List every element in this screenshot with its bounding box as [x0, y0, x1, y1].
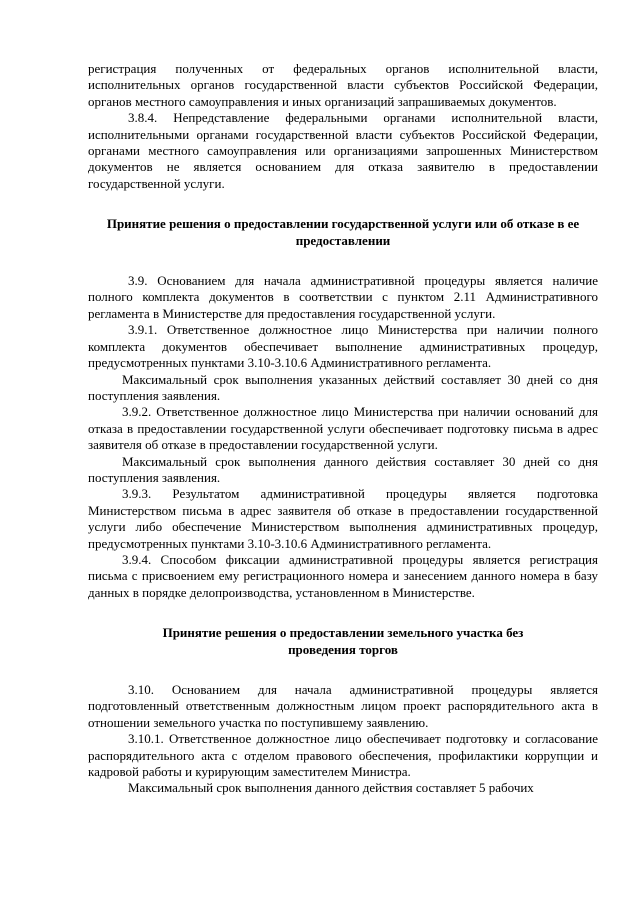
section-heading: Принятие решения о предоставлении государственной услуги или об отказе в ее предоставлении [106, 216, 580, 248]
paragraph: 3.10. Основанием для начала административной процедуры является подготовленный ответственным должностным лицом проект распорядительного акта в отношении земельного участка по поступившему заявлению. [88, 682, 598, 730]
paragraph: 3.8.4. Непредставление федеральными органами исполнительной власти, исполнительными органами государственной власти субъектов Российской Федерации, органами местного самоуправления или организациями запрошенных Министерством документов не является основанием для отказа заявителю в предоставлении государственной услуги. [88, 110, 598, 191]
paragraph: 3.9.3. Результатом административной процедуры является подготовка Министерством письма в адрес заявителя об отказе в предоставлении государственной услуги либо обеспечение Министерством выполнения административных процедур, предусмотренных пунктами 3.10-3.10.6 Административного регламента. [88, 486, 598, 551]
paragraph: Максимальный срок выполнения указанных действий составляет 30 дней со дня поступления заявления. [88, 371, 598, 403]
paragraph: Максимальный срок выполнения данного действия составляет 30 дней со дня поступления заявления. [88, 453, 598, 485]
paragraph: 3.10.1. Ответственное должностное лицо обеспечивает подготовку и согласование распорядительного акта с отделом правового обеспечения, профилактики коррупции и кадровой работы и курирующим заместителем Министра. [88, 731, 598, 780]
paragraph: 3.9.2. Ответственное должностное лицо Министерства при наличии оснований для отказа в предоставлении государственной услуги обеспечивает подготовку письма в адрес заявителя об отказе в предоставлении государственной услуги. [88, 404, 598, 453]
paragraph: 3.9. Основанием для начала административной процедуры является наличие полного комплекта документов в соответствии с пунктом 2.11 Административного регламента в Министерстве для предоставления государственной услуги. [88, 273, 598, 321]
paragraph: Максимальный срок выполнения данного действия составляет 5 рабочих [128, 780, 534, 796]
section-heading: Принятие решения о предоставлении земельного участка без проведения торгов [162, 625, 524, 657]
paragraph: 3.9.4. Способом фиксации административной процедуры является регистрация письма с присвоением ему регистрационного номера и занесением данного номера в базу данных в порядке делопроизводства, установленном в Министерстве. [88, 551, 598, 600]
paragraph: регистрация полученных от федеральных органов исполнительной власти, исполнительных органов государственной власти субъектов Российской Федерации, органов местного самоуправления и иных организаций запрашиваемых документов. [88, 61, 598, 109]
paragraph: 3.9.1. Ответственное должностное лицо Министерства при наличии полного комплекта документов обеспечивает выполнение административных процедур, предусмотренных пунктами 3.10-3.10.6 Административного регламента. [88, 322, 598, 371]
